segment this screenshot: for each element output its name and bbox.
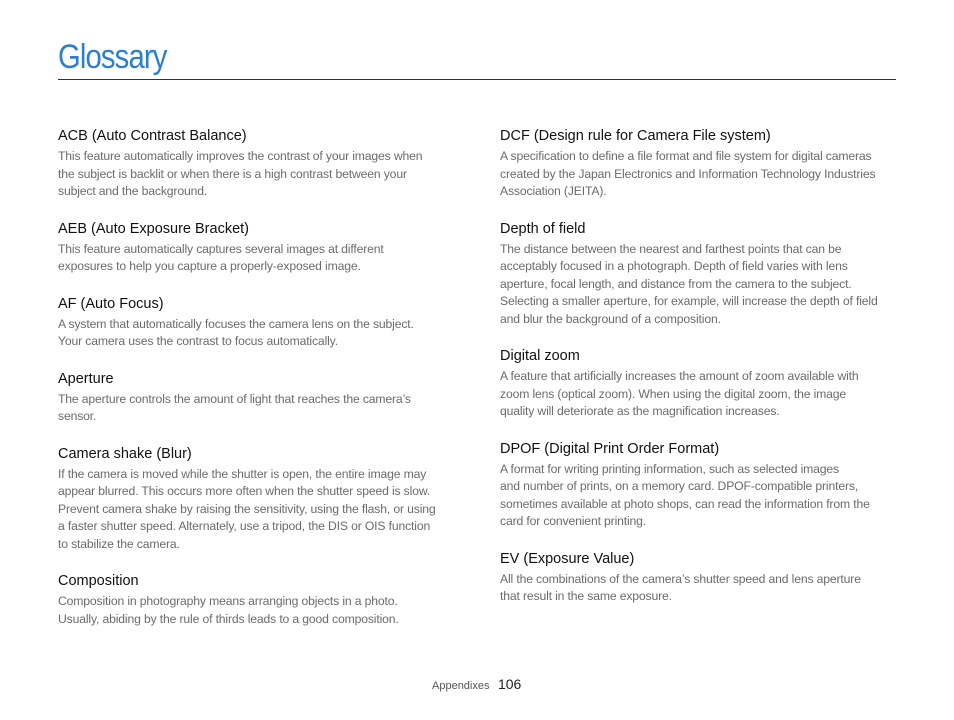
footer-page-number: 106: [497, 676, 522, 692]
glossary-definition: [58, 391, 458, 426]
glossary-term: AF (Auto Focus): [58, 295, 164, 312]
definition-line: created by the Japan Electronics and Information Technology Industries: [500, 166, 876, 181]
definition-line: quality will deteriorate as the magnification increases.: [500, 404, 780, 418]
glossary-entry: [58, 369, 458, 426]
definition-line: Composition in photography means arranging objects in a photo.: [58, 594, 398, 608]
definition-line: Prevent camera shake by raising the sensitivity, using the flash, or using: [58, 501, 436, 516]
glossary-term: DCF (Design rule for Camera File system): [500, 128, 771, 144]
definition-line: A specification to define a file format and file system for digital cameras: [500, 149, 872, 163]
definition-line: A feature that artificially increases the amount of zoom available with: [500, 369, 859, 383]
definition-line: and number of prints, on a memory card. DPOF-compatible printers,: [500, 479, 859, 493]
definition-line: appear blurred. This occurs more often when the shutter speed is slow.: [58, 484, 431, 498]
definition-line: to stabilize the camera.: [58, 536, 180, 551]
glossary-term: Camera shake (Blur): [58, 445, 192, 462]
glossary-definition: [58, 466, 458, 554]
definition-line: Usually, abiding by the rule of thirds leads to a good composition.: [58, 611, 399, 626]
definition-line: All the combinations of the camera’s shutter speed and lens aperture: [500, 571, 861, 586]
page-title: Glossary: [58, 38, 167, 76]
glossary-definition: [500, 368, 900, 421]
glossary-entry: [500, 439, 900, 531]
glossary-definition: [58, 148, 458, 201]
definition-line: Your camera uses the contrast to focus automatically.: [58, 334, 338, 348]
glossary-term: Composition: [58, 573, 139, 589]
glossary-term: Depth of field: [500, 220, 586, 237]
glossary-entry: [500, 346, 900, 421]
definition-line: This feature automatically captures several images at different: [58, 241, 384, 256]
definition-line: The distance between the nearest and farthest points that can be: [500, 241, 842, 256]
footer-section-label: Appendixes: [432, 680, 490, 692]
definition-line: Selecting a smaller aperture, for example, will increase the depth of field: [500, 294, 878, 308]
definition-line: The aperture controls the amount of light that reaches the camera’s: [58, 391, 411, 406]
glossary-definition: [500, 241, 900, 329]
page-footer: [432, 676, 521, 694]
definition-line: that result in the same exposure.: [500, 589, 672, 603]
glossary-entry: [500, 549, 900, 606]
glossary-term: ACB (Auto Contrast Balance): [58, 128, 247, 144]
glossary-definition: [58, 593, 458, 628]
definition-line: a faster shutter speed. Alternately, use a tripod, the DIS or OIS function: [58, 519, 431, 533]
definition-line: sometimes available at photo shops, can read the information from the: [500, 496, 870, 511]
glossary-term: AEB (Auto Exposure Bracket): [58, 220, 249, 237]
definition-line: the subject is backlit or when there is a high contrast between your: [58, 166, 407, 181]
glossary-definition: [500, 571, 900, 606]
definition-line: If the camera is moved while the shutter is open, the entire image may: [58, 466, 427, 481]
glossary-definition: [500, 148, 900, 201]
definition-line: zoom lens (optical zoom). When using the digital zoom, the image: [500, 386, 847, 401]
definition-line: acceptably focused in a photograph. Depth of field varies with lens: [500, 259, 848, 273]
glossary-entry: [58, 294, 458, 351]
definition-line: This feature automatically improves the contrast of your images when: [58, 149, 423, 163]
glossary-column-right: [500, 126, 900, 606]
glossary-term: DPOF (Digital Print Order Format): [500, 440, 720, 457]
glossary-term: EV (Exposure Value): [500, 550, 635, 567]
definition-line: exposures to help you capture a properly-exposed image.: [58, 259, 361, 273]
glossary-definition: [58, 316, 458, 351]
glossary-term: Aperture: [58, 370, 114, 387]
glossary-entry: [58, 444, 458, 554]
definition-line: sensor.: [58, 409, 97, 423]
glossary-entry: [500, 219, 900, 329]
glossary-definition: [58, 241, 458, 276]
definition-line: A format for writing printing information, such as selected images: [500, 461, 839, 476]
definition-line: aperture, focal length, and distance from the camera to the subject.: [500, 276, 852, 291]
glossary-term: Digital zoom: [500, 348, 580, 364]
glossary-entry: [58, 126, 458, 201]
definition-line: subject and the background.: [58, 184, 208, 198]
title-divider: [58, 79, 896, 80]
definition-line: Association (JEITA).: [500, 184, 607, 198]
glossary-entry: [58, 571, 458, 628]
glossary-entry: [500, 126, 900, 201]
glossary-entry: [58, 219, 458, 276]
definition-line: and blur the background of a composition.: [500, 311, 721, 326]
glossary-definition: [500, 461, 900, 531]
definition-line: A system that automatically focuses the camera lens on the subject.: [58, 316, 414, 331]
definition-line: card for convenient printing.: [500, 514, 647, 528]
glossary-column-left: [58, 126, 458, 628]
